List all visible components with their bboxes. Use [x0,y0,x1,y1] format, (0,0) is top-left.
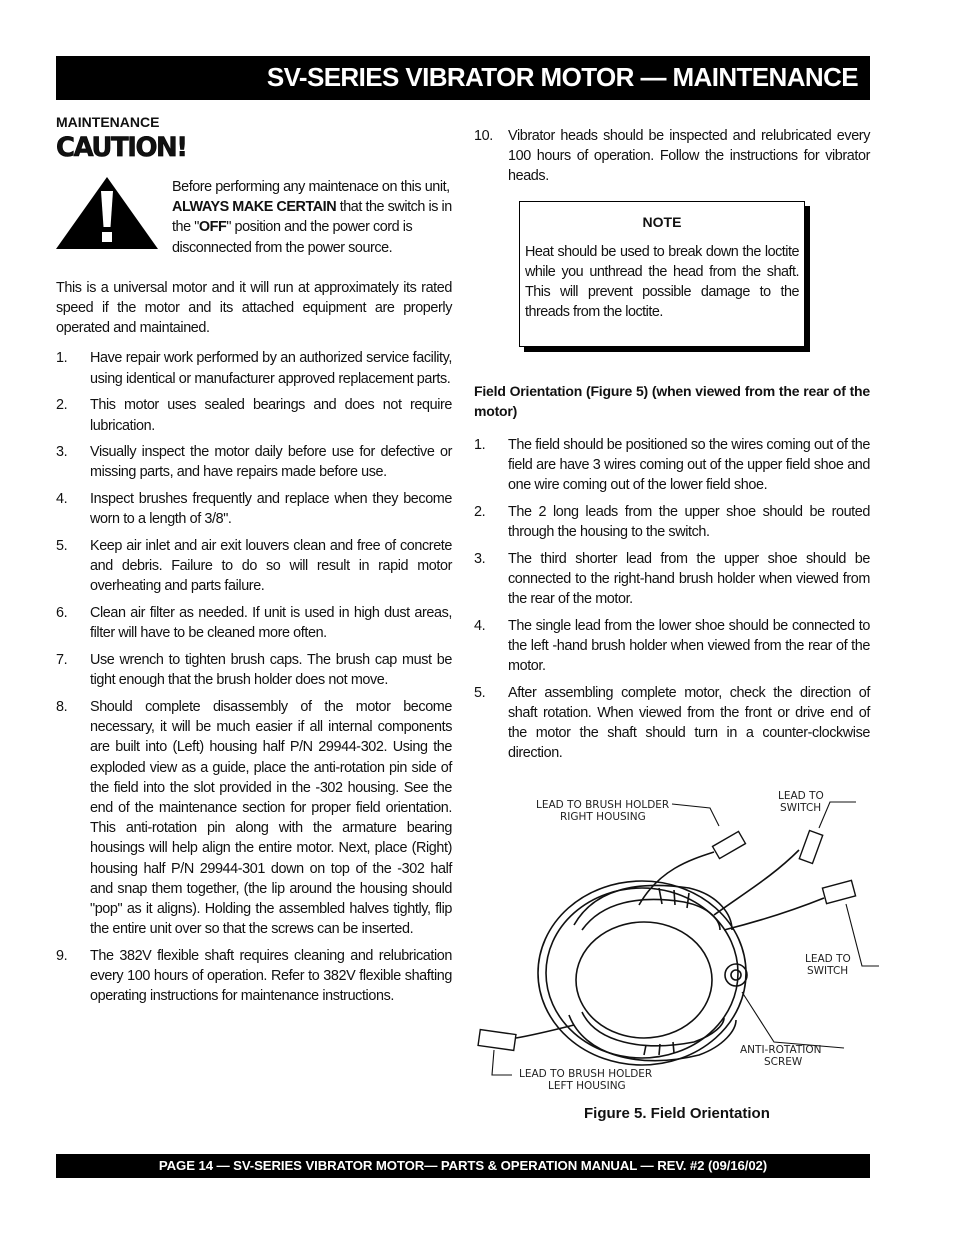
list-item-text: Should complete disassembly of the motor become necessary, it will be much easier if all internal components are built into (Left) housing half P/N 29944-302. Using the exploded view as a guide, place the anti-rotation pin side of the field into the slot provided in the -302 housing. See the end of the maintenance section for proper field orientation. This anti-rotation pin along with the armature bearing housings will help align the entire motor. Next, place (Right) housing half P/N 29944-301 down on top of the -302 half and snap them together, (the lip around the housing should "pop" as it aligns). Holding the assembled halves tightly, flip the entire unit over so that the screws can be inserted. [90,698,452,938]
page-footer [56,1154,870,1178]
figure-caption: Figure 5. Field Orientation [584,1105,770,1122]
list-item-number: 5. [474,684,486,701]
list-item-number: 3. [474,550,486,567]
footer-text: PAGE 14 — SV-SERIES VIBRATOR MOTOR— PARTS & OPERATION MANUAL — REV. #2 (09/16/02) [158,1158,768,1173]
list-item: 10. Vibrator heads should be inspected and relubricated every 100 hours of operation. Follow the instructions for vibrator heads. [474,128,870,185]
list-item-number: 1. [56,350,68,367]
label-anti-rotation-sub: SCREW [764,1056,803,1068]
label-brush-left: LEAD TO BRUSH HOLDER [519,1068,653,1080]
list-item-text: Have repair work performed by an authorized service facility, using identical or manufacturer approved replacement parts. [90,350,452,387]
list-item-number: 4. [474,617,486,634]
list-item [56,603,452,643]
list-item-number: 3. [56,444,68,461]
list-item [474,616,870,677]
list-item-number: 8. [56,698,68,715]
list-item-number: 1. [474,436,486,453]
maintenance-list-continued [474,126,870,187]
list-item-number: 2. [56,397,68,414]
list-item-text: The 382V flexible shaft requires cleaning and relubrication every 100 hours of operation. Refer to 382V flexible shafting operating instructions for maintenance instructions. [90,947,452,1005]
list-item [56,395,452,435]
list-item [56,536,452,597]
list-item-number: 9. [56,947,68,964]
field-orientation-heading: Field Orientation (Figure 5) (when viewed from the rear of the motor) [474,382,870,419]
list-item-text: The 2 long leads from the upper shoe should be routed through the housing to the switch. [508,503,870,540]
list-item-text: Visually inspect the motor daily before use for defective or missing parts, and have repairs made before use. [90,444,452,481]
list-item [56,697,452,939]
list-item-text: Clean air filter as needed. If unit is used in high dust areas, filter will have to be cleaned more often. [90,605,452,642]
list-item-text: The single lead from the lower shoe should be connected to the left -hand brush holder when viewed from the rear of the motor. [508,617,870,675]
left-column [56,114,452,1013]
maintenance-list [56,348,452,1006]
list-item-text: After assembling complete motor, check the direction of shaft rotation. When viewed from the front or drive end of the motor the shaft should turn in a counter-clockwise direction. [508,684,870,762]
label-switch-mid-sub: SWITCH [807,965,849,977]
list-item-text: Keep air inlet and air exit louvers clean and free of concrete and debris. Failure to do so will result in rapid motor overheating and parts failure. [90,538,452,595]
list-item [56,946,452,1007]
list-item-text: The third shorter lead from the upper shoe should be connected to the right-hand brush holder when viewed from the rear of the motor. [508,550,870,608]
warning-triangle-icon [56,177,158,249]
label-switch-top-sub: SWITCH [780,802,822,814]
intro-paragraph: This is a universal motor and it will run at approximately its rated speed if the motor and its attached equipment are properly operated and maintained. [56,279,452,337]
list-item-number: 4. [56,491,68,508]
warning-text: Before performing any maintenace on this unit, ALWAYS MAKE CERTAIN that the switch is in the "OFF" position and the power cord is disconnected from the power source. [172,179,452,256]
label-brush-left-sub: LEFT HOUSING [548,1080,626,1092]
section-label: MAINTENANCE [56,114,160,130]
list-item-text: This motor uses sealed bearings and does not require lubrication. [90,397,452,434]
caution-title: CAUTION! [56,132,187,163]
list-item [56,442,452,482]
note-title: NOTE [642,213,682,230]
list-item-text: Use wrench to tighten brush caps. The brush cap must be tight enough that the brush holder does not move. [90,652,452,689]
field-orientation-diagram [474,780,884,1100]
note-body: Heat should be used to break down the loctite while you unthread the head from the shaft. This will prevent possible damage to the threads from the loctite. [525,243,799,321]
list-item [56,489,452,529]
list-item [56,650,452,690]
note-box [519,201,805,347]
page-header [56,56,870,100]
label-brush-right: LEAD TO BRUSH HOLDER [536,799,670,811]
page-title: SV-SERIES VIBRATOR MOTOR — MAINTENANCE [266,62,858,92]
warning-block [56,177,452,258]
list-item-number: 7. [56,652,68,669]
label-switch-mid: LEAD TO [805,953,851,965]
list-item [474,549,870,610]
list-item [474,683,870,764]
list-item-number: 5. [56,538,68,555]
label-brush-right-sub: RIGHT HOUSING [560,811,646,823]
list-item-number: 2. [474,503,486,520]
list-item [474,502,870,542]
label-anti-rotation: ANTI-ROTATION [740,1044,822,1056]
label-switch-top: LEAD TO [778,790,824,802]
list-item-number: 6. [56,605,68,622]
field-orientation-list [474,435,870,764]
right-column [474,126,870,770]
list-item [56,348,452,388]
list-item [474,435,870,496]
list-item-text: Inspect brushes frequently and replace when they become worn to a length of 3/8". [90,491,452,528]
list-item-text: The field should be positioned so the wires coming out of the field are have 3 wires coming out of the upper field shoe and one wire coming out of the lower field shoe. [508,436,870,494]
